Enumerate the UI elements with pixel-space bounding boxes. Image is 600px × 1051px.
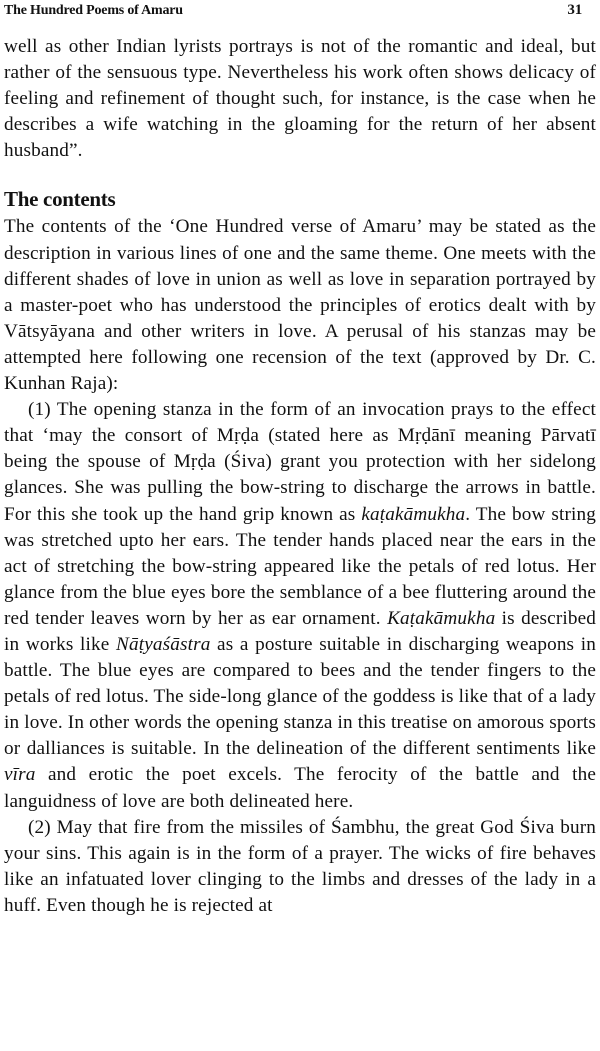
stanza-1-text-c: is described in works like xyxy=(4,607,597,655)
stanza-2-paragraph: (2) May that fire from the missiles of Śambhu, the great God Śiva burn your sins. This again is in the form of a prayer. The wicks of fire behaves like an infatuated lover clinging to the limbs and dresses of the lady in a huff. Even though he is rejected at xyxy=(4,816,596,916)
body-text xyxy=(4,34,596,919)
section-heading: The contents xyxy=(4,187,116,212)
running-title: The Hundred Poems of Amaru xyxy=(4,3,183,18)
stanza-1-term-katakamukha-2: Kaṭakāmukha xyxy=(387,607,496,629)
page-number: 31 xyxy=(567,2,582,18)
stanza-1-text-d: as a posture suitable in discharging weapons in battle. The blue eyes are compared to bees and the tender fingers to the petals of red lotus. The side-long glance of the goddess is like that of a lady in love. In other words the opening stanza in this treatise on amorous sports or dalliances is suitable. In the delineation of the different sentiments like xyxy=(4,633,596,760)
stanza-1-term-natyasastra: Nāṭyaśāstra xyxy=(116,633,211,655)
running-header xyxy=(4,2,596,24)
stanza-1-term-katakamukha: kaṭakāmukha xyxy=(361,503,466,525)
intro-paragraph: well as other Indian lyrists portrays is not of the romantic and ideal, but rather of the sensuous type. Nevertheless his work often shows delicacy of feeling and refinement of thought such, for instance, is the case when he describes a wife watching in the gloaming for the return of her absent husband”. xyxy=(4,36,596,162)
stanza-1-paragraph xyxy=(4,397,596,815)
stanza-1-text-b: . The bow string was stretched upto her ears. The tender hands placed near the ears in the act of stretching the bow-string appeared like the petals of red lotus. Her glance from the blue eyes bore the semblance of a bee fluttering around the red tender leaves worn by her as ear ornament. xyxy=(4,503,596,629)
contents-paragraph: The contents of the ‘One Hundred verse of Amaru’ may be stated as the description in various lines of one and the same theme. One meets with the different shades of love in union as well as love in separation portrayed by a master-poet who has understood the principles of erotics dealt with by Vātsyāyana and other writers in love. A perusal of his stanzas may be attempted here following one recension of the text (approved by Dr. C. Kunhan Raja): xyxy=(4,216,596,395)
stanza-1-text-e: and erotic the poet excels. The ferocity of the battle and the languidness of love are both delineated here. xyxy=(4,764,596,812)
stanza-1-term-vira: vīra xyxy=(4,764,36,786)
stanza-1-text-a: (1) The opening stanza in the form of an invocation prays to the effect that ‘may the consort of Mṛḍa (stated here as Mṛḍānī meaning Pārvatī being the spouse of Mṛḍa (Śiva) grant you protection with her sidelong glances. She was pulling the bow-string to discharge the arrows in battle. For this she took up the hand grip known as xyxy=(4,399,596,525)
